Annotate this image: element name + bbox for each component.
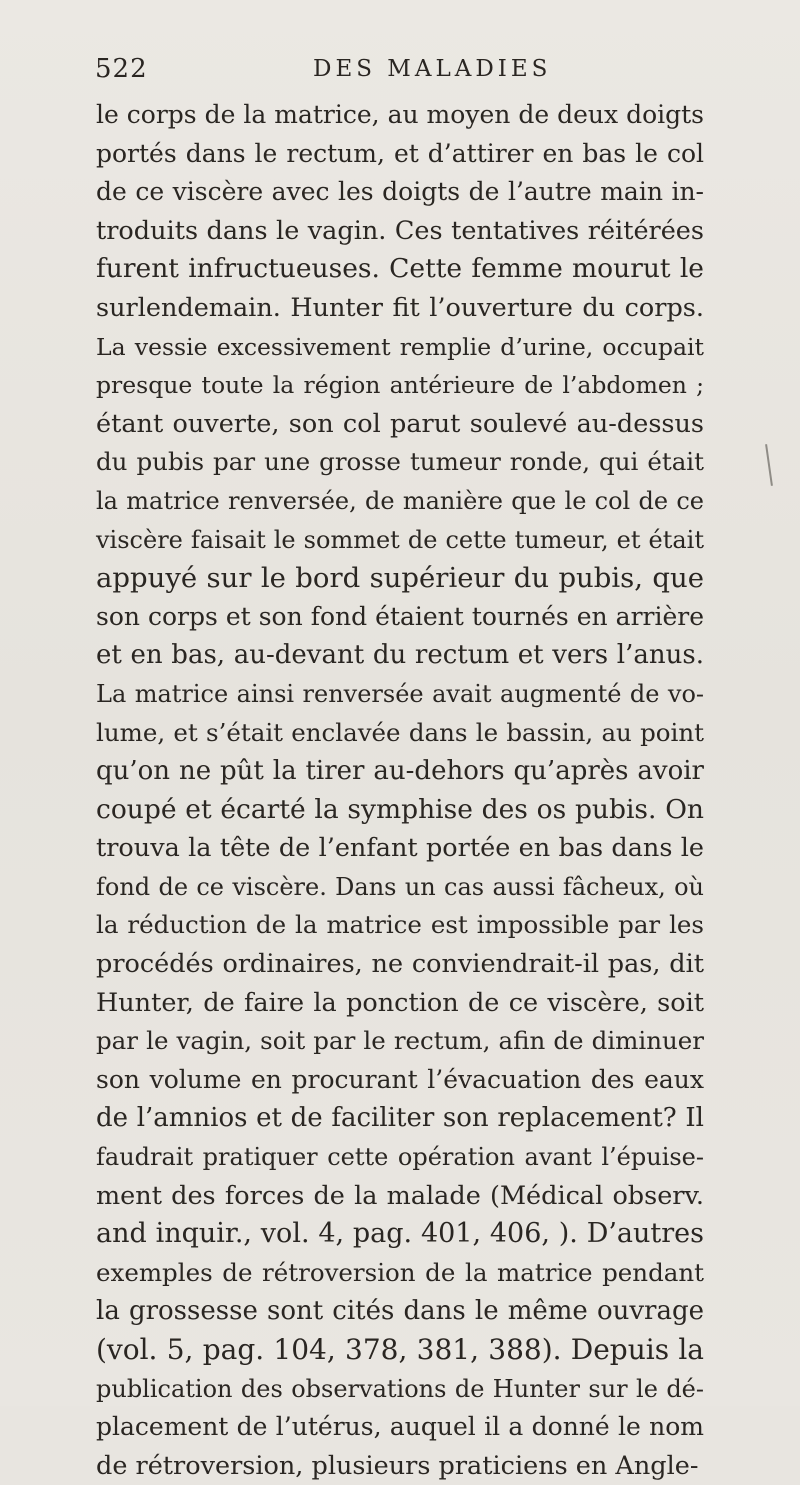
text-line: son volume en procurant l’évacuation des eaux [96, 1064, 704, 1094]
text-line: du pubis par une grosse tumeur ronde, qui était [96, 447, 704, 477]
text-line: le corps de la matrice, au moyen de deux doigts [96, 100, 704, 129]
margin-pencil-mark [765, 444, 773, 486]
text-line: appuyé sur le bord supérieur du pubis, que [96, 562, 704, 595]
text-line: furent infructueuses. Cette femme mourut le [96, 253, 704, 285]
text-line: son corps et son fond étaient tournés en arrière [96, 601, 704, 631]
body-text [96, 96, 704, 1485]
text-line: étant ouverte, son col parut soulevé au-dessus [96, 408, 704, 439]
text-line: surlendemain. Hunter fit l’ouverture du corps. [96, 292, 704, 323]
text-line: La vessie excessivement remplie d’urine, occupait [96, 332, 704, 361]
text-line: viscère faisait le sommet de cette tumeur, et était [96, 525, 704, 554]
text-line: publication des observations de Hunter sur le dé- [96, 1374, 704, 1403]
text-line: la matrice renversée, de manière que le col de ce [96, 486, 704, 515]
text-line: qu’on ne pût la tirer au-dehors qu’après avoir [96, 756, 704, 787]
text-line: procédés ordinaires, ne conviendrait-il pas, dit [96, 949, 704, 980]
text-line: exemples de rétroversion de la matrice pendant [96, 1257, 704, 1287]
text-line: de ce viscère avec les doigts de l’autre main in- [96, 177, 704, 207]
page-number: 522 [95, 54, 148, 84]
text-line: par le vagin, soit par le rectum, afin de diminuer [96, 1026, 704, 1056]
running-head: DES MALADIES [313, 56, 552, 82]
text-line: (vol. 5, pag. 104, 378, 381, 388). Depuis la [96, 1333, 704, 1366]
text-line: la grossesse sont cités dans le même ouvrage [96, 1296, 704, 1327]
text-line: presque toute la région antérieure de l’abdomen ; [96, 371, 704, 400]
text-line: fond de ce viscère. Dans un cas aussi fâcheux, où [96, 872, 704, 901]
text-line: faudrait pratiquer cette opération avant l’épuise- [96, 1143, 704, 1172]
text-line: La matrice ainsi renversée avait augmenté de vo- [96, 679, 704, 708]
text-line: Hunter, de faire la ponction de ce viscère, soit [96, 987, 704, 1018]
page-header [95, 54, 715, 94]
text-line: placement de l’utérus, auquel il a donné le nom [96, 1412, 704, 1442]
text-line: and inquir., vol. 4, pag. 401, 406, ). D’autres [96, 1218, 704, 1250]
text-line: lume, et s’était enclavée dans le bassin, au point [96, 717, 704, 747]
text-line: la réduction de la matrice est impossible par les [96, 910, 704, 940]
text-line: troduits dans le vagin. Ces tentatives réitérées [96, 215, 704, 246]
text-line: et en bas, au-devant du rectum et vers l’anus. [96, 640, 704, 671]
text-line: trouva la tête de l’enfant portée en bas dans le [96, 833, 704, 864]
text-line: portés dans le rectum, et d’attirer en bas le col [96, 138, 704, 168]
text-line: de l’amnios et de faciliter son replacement? Il [96, 1103, 704, 1134]
text-line: coupé et écarté la symphise des os pubis. On [96, 793, 704, 825]
text-line: de rétroversion, plusieurs praticiens en Angle- [96, 1450, 699, 1481]
text-line: ment des forces de la malade (Médical observ. [96, 1180, 704, 1211]
